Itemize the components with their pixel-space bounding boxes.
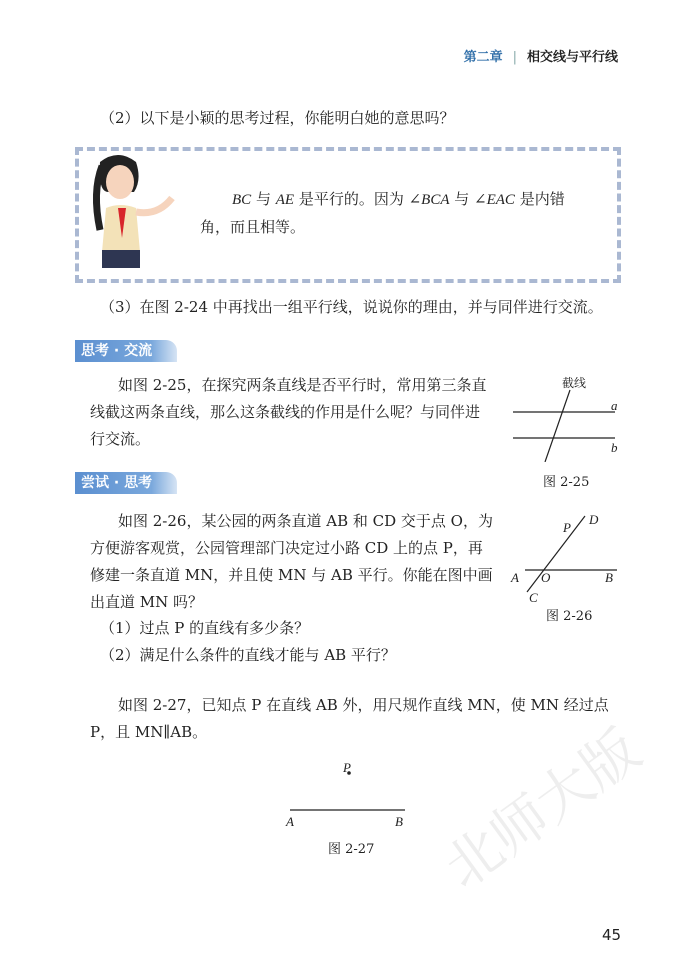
label-a: a <box>611 398 618 413</box>
para-line: 线截这两条直线，那么这条截线的作用是什么呢？与同伴进 <box>90 403 481 421</box>
label-B: B <box>605 570 613 585</box>
caption-2-25: 图 2-25 <box>543 475 590 490</box>
label-C: C <box>529 590 538 605</box>
text: 是平行的。因为 ∠ <box>294 190 422 208</box>
text: 与 ∠ <box>449 190 487 208</box>
speech-line-1 <box>232 186 565 214</box>
math-bca: BCA <box>421 192 450 208</box>
math-ae: AE <box>275 192 295 208</box>
sub-question-1: （1）过点 P 的直线有多少条？ <box>100 619 310 637</box>
para-line: 出直道 MN 吗？ <box>90 593 204 611</box>
speech-line-2: 角，而且相等。 <box>200 218 306 236</box>
figure-2-26 <box>505 510 630 605</box>
label-b: b <box>611 440 618 455</box>
question-3: （3）在图 2-24 中再找出一组平行线，说说你的理由，并与同伴进行交流。 <box>100 298 603 316</box>
watermark: 北师大版 <box>432 717 653 902</box>
label-A: A <box>511 570 519 585</box>
para-line: 修建一条直道 MN，并且使 MN 与 AB 平行。你能在图中画 <box>90 566 493 584</box>
para-line: P，且 MN∥AB。 <box>90 723 208 741</box>
math-eac: EAC <box>486 192 515 208</box>
section-tag-think-discuss: 思考 · 交流 <box>75 340 177 362</box>
header-separator: | <box>512 50 517 65</box>
math-bc: BC <box>232 192 252 208</box>
label-P: P <box>563 520 571 535</box>
sub-question-2: （2）满足什么条件的直线才能与 AB 平行？ <box>100 646 396 664</box>
running-header <box>464 46 618 65</box>
label-A: A <box>286 814 294 829</box>
para-line: 方便游客观赏，公园管理部门决定过小路 CD 上的点 P，再 <box>90 539 483 557</box>
girl-illustration <box>88 152 188 272</box>
caption-2-27: 图 2-27 <box>328 842 375 857</box>
label-B: B <box>395 814 403 829</box>
section-tag-try-think: 尝试 · 思考 <box>75 472 177 494</box>
label-P: P <box>343 760 351 775</box>
para-line: 如图 2-25，在探究两条直线是否平行时，常用第三条直 <box>118 376 487 394</box>
caption-2-26: 图 2-26 <box>546 609 593 624</box>
question-2: （2）以下是小颖的思考过程，你能明白她的意思吗？ <box>100 109 455 127</box>
page-number: 45 <box>602 926 622 944</box>
chapter-label: 第二章 <box>463 50 503 65</box>
label-D: D <box>589 512 599 527</box>
text: 与 <box>251 190 276 208</box>
label-transversal: 截线 <box>562 376 587 390</box>
para-line: 如图 2-27，已知点 P 在直线 AB 外，用尺规作直线 MN，使 MN 经过点 <box>118 696 609 714</box>
label-O: O <box>541 570 551 585</box>
text: 是内错 <box>514 190 565 208</box>
para-line: 行交流。 <box>90 430 151 448</box>
para-line: 如图 2-26，某公园的两条直道 AB 和 CD 交于点 O，为 <box>118 512 493 530</box>
figure-2-27 <box>280 760 420 830</box>
chapter-title: 相交线与平行线 <box>526 50 618 65</box>
